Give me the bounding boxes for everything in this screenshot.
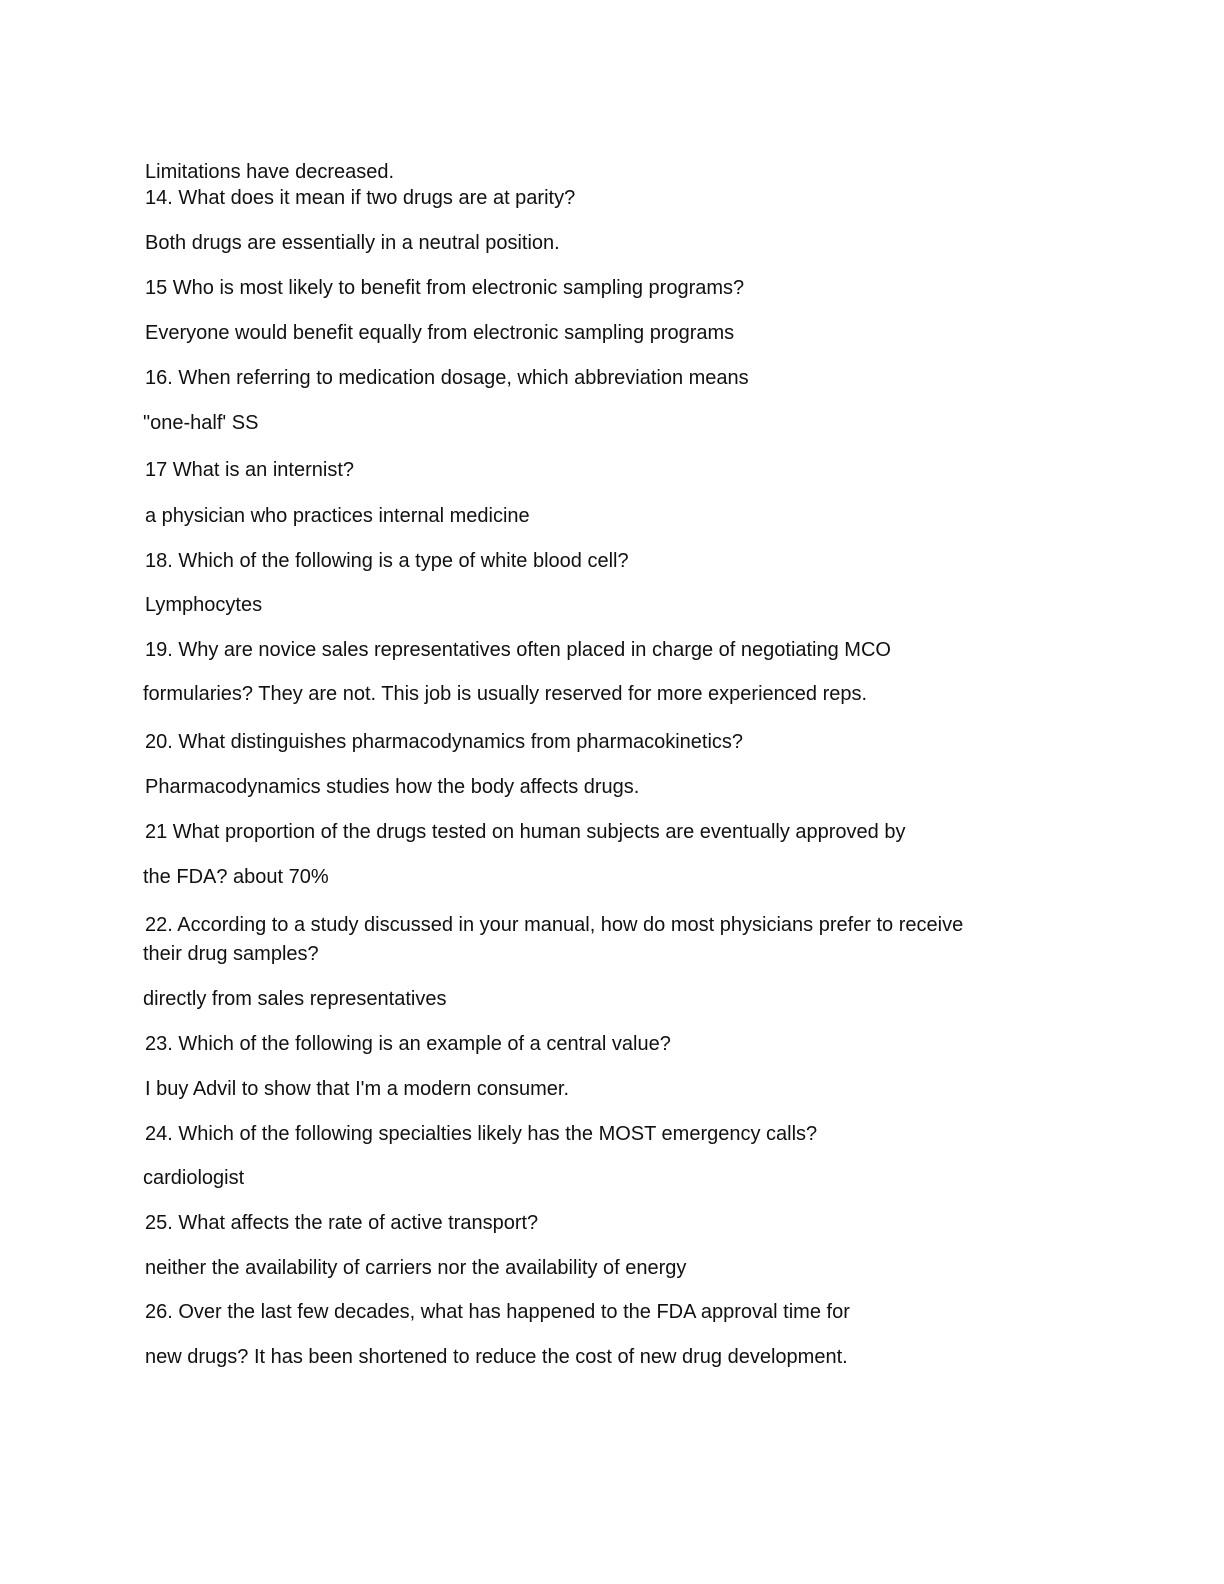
question-16-text: 16. When referring to medication dosage, which abbreviation means <box>145 367 749 389</box>
answer-21-text: the FDA? about 70% <box>143 866 329 888</box>
question-25-text: 25. What affects the rate of active transport? <box>145 1212 539 1234</box>
question-26-text: 26. Over the last few decades, what has happened to the FDA approval time for <box>145 1301 850 1323</box>
question-22-text: 22. According to a study discussed in your manual, how do most physicians prefer to receive <box>145 914 964 936</box>
answer-26-text: new drugs? It has been shortened to reduce the cost of new drug development. <box>145 1346 848 1368</box>
answer-19-text: formularies? They are not. This job is usually reserved for more experienced reps. <box>143 683 868 705</box>
answer-13-text: Limitations have decreased. <box>145 161 395 183</box>
question-22-continued-text: their drug samples? <box>143 943 319 965</box>
answer-16-text: "one-half' SS <box>143 412 259 434</box>
answer-22-text: directly from sales representatives <box>143 988 447 1010</box>
question-17-text: 17 What is an internist? <box>145 459 354 481</box>
answer-23-text: I buy Advil to show that I'm a modern consumer. <box>145 1078 570 1100</box>
question-14-text: 14. What does it mean if two drugs are at parity? <box>145 187 576 209</box>
answer-17-text: a physician who practices internal medicine <box>145 505 530 527</box>
question-18-text: 18. Which of the following is a type of white blood cell? <box>145 550 629 572</box>
answer-20-text: Pharmacodynamics studies how the body affects drugs. <box>145 776 640 798</box>
answer-14-text: Both drugs are essentially in a neutral position. <box>145 232 560 254</box>
answer-15-text: Everyone would benefit equally from electronic sampling programs <box>145 322 735 344</box>
question-19-text: 19. Why are novice sales representatives often placed in charge of negotiating MCO <box>145 639 891 661</box>
question-20-text: 20. What distinguishes pharmacodynamics from pharmacokinetics? <box>145 731 744 753</box>
answer-24-text: cardiologist <box>143 1167 245 1189</box>
answer-25-text: neither the availability of carriers nor the availability of energy <box>145 1257 687 1279</box>
answer-18-text: Lymphocytes <box>145 594 263 616</box>
question-15-text: 15 Who is most likely to benefit from electronic sampling programs? <box>145 277 745 299</box>
question-23-text: 23. Which of the following is an example of a central value? <box>145 1033 671 1055</box>
question-21-text: 21 What proportion of the drugs tested on human subjects are eventually approved by <box>145 821 906 843</box>
question-24-text: 24. Which of the following specialties likely has the MOST emergency calls? <box>145 1123 818 1145</box>
